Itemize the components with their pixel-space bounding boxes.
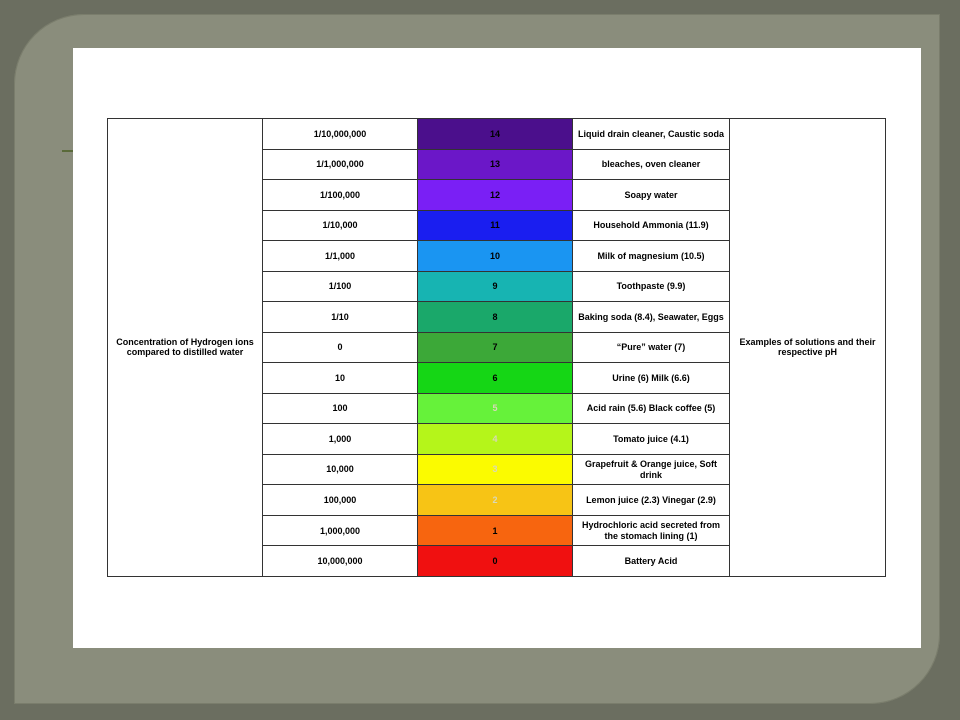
example-cell: Urine (6) Milk (6.6): [573, 363, 730, 394]
concentration-cell: 1,000: [263, 424, 418, 455]
ph-value-cell: 4: [418, 424, 573, 455]
ph-value-cell: 7: [418, 332, 573, 363]
concentration-cell: 10,000,000: [263, 546, 418, 577]
example-cell: Battery Acid: [573, 546, 730, 577]
concentration-header: Concentration of Hydrogen ions compared to distilled water: [108, 119, 263, 577]
example-cell: Toothpaste (9.9): [573, 271, 730, 302]
ph-value-cell: 3: [418, 454, 573, 485]
ph-value-cell: 10: [418, 241, 573, 272]
concentration-cell: 1/100: [263, 271, 418, 302]
ph-value-cell: 14: [418, 119, 573, 150]
example-cell: Milk of magnesium (10.5): [573, 241, 730, 272]
example-cell: Acid rain (5.6) Black coffee (5): [573, 393, 730, 424]
ph-value-cell: 1: [418, 515, 573, 546]
ph-value-cell: 5: [418, 393, 573, 424]
ph-value-cell: 9: [418, 271, 573, 302]
example-cell: Hydrochloric acid secreted from the stomach lining (1): [573, 515, 730, 546]
ph-value-cell: 8: [418, 302, 573, 333]
ph-row: [108, 119, 886, 150]
ph-value-cell: 0: [418, 546, 573, 577]
concentration-cell: 100,000: [263, 485, 418, 516]
example-cell: “Pure” water (7): [573, 332, 730, 363]
concentration-cell: 100: [263, 393, 418, 424]
example-cell: Baking soda (8.4), Seawater, Eggs: [573, 302, 730, 333]
example-cell: Household Ammonia (11.9): [573, 210, 730, 241]
examples-header: Examples of solutions and their respective pH: [730, 119, 886, 577]
ph-value-cell: 11: [418, 210, 573, 241]
ph-scale-table: [107, 118, 886, 577]
example-cell: Tomato juice (4.1): [573, 424, 730, 455]
ph-value-cell: 12: [418, 180, 573, 211]
concentration-cell: 10,000: [263, 454, 418, 485]
ph-value-cell: 2: [418, 485, 573, 516]
example-cell: Soapy water: [573, 180, 730, 211]
concentration-cell: 1/10,000: [263, 210, 418, 241]
concentration-cell: 1/10,000,000: [263, 119, 418, 150]
concentration-cell: 1/10: [263, 302, 418, 333]
ph-value-cell: 13: [418, 149, 573, 180]
concentration-cell: 1/100,000: [263, 180, 418, 211]
example-cell: Liquid drain cleaner, Caustic soda: [573, 119, 730, 150]
concentration-cell: 0: [263, 332, 418, 363]
concentration-cell: 1/1,000: [263, 241, 418, 272]
example-cell: Lemon juice (2.3) Vinegar (2.9): [573, 485, 730, 516]
concentration-cell: 1,000,000: [263, 515, 418, 546]
slide-canvas: [73, 48, 921, 648]
ph-value-cell: 6: [418, 363, 573, 394]
concentration-cell: 10: [263, 363, 418, 394]
decorative-dash: [62, 150, 73, 152]
example-cell: Grapefruit & Orange juice, Soft drink: [573, 454, 730, 485]
example-cell: bleaches, oven cleaner: [573, 149, 730, 180]
concentration-cell: 1/1,000,000: [263, 149, 418, 180]
